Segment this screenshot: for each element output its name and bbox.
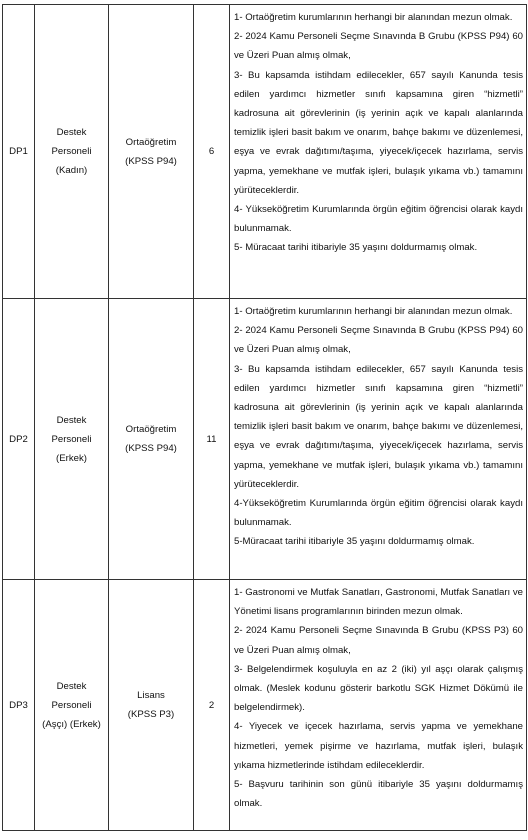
education-level bbox=[109, 299, 194, 580]
requirement-item: 3- Bu kapsamda istihdam edilecekler, 657 sayılı Kanunda tesis edilen yardımcı hizmetler sınıfı kapsamına giren “hizmetli” kadrosuna ait görevlerinin (iş yerinin açık ve kapalı alanlarında temizlik işleri basit bakım ve onarım, bahçe bakımı ve düzenlemesi, eşya ve evrak dağıtımı/taşıma, yiyecek/içecek hazırlama, servis yapma, yemekhane ve mutfak işleri, bulaşık yıkama vb.) tamamını yürüteceklerdir. bbox=[234, 69, 523, 196]
position-code: DP2 bbox=[3, 299, 35, 580]
education-level bbox=[109, 580, 194, 831]
requirement-item: 5- Müracaat tarihi itibariyle 35 yaşını doldurmamış olmak. bbox=[234, 242, 478, 254]
positions-table bbox=[2, 4, 527, 831]
position-title-line: (Kadın) bbox=[55, 165, 88, 176]
table-row bbox=[3, 299, 527, 580]
requirement-item: 1- Ortaöğretim kurumlarının herhangi bir alanından mezun olmak. bbox=[234, 12, 513, 23]
position-title bbox=[35, 580, 109, 831]
position-title-line: (Erkek) bbox=[56, 452, 87, 464]
requirement-item: 5- Başvuru tarihinin son günü itibariyle 35 yaşını doldurmamış olmak. bbox=[234, 779, 523, 810]
requirement-item: 1- Gastronomi ve Mutfak Sanatları, Gastronomi, Mutfak Sanatları ve Yönetimi lisans programlarının birinden mezun olmak. bbox=[234, 587, 523, 618]
education-level bbox=[109, 5, 194, 299]
requirement-item: 4- Yiyecek ve içecek hazırlama, servis yapma ve yemekhane hizmetleri, yemek pişirme ve hazırlama, mutfak işleri, bulaşık yıkama hizmetlerinde istihdam edileceklerdir. bbox=[234, 721, 523, 771]
requirement-item: 3- Belgelendirmek koşuluyla en az 2 (iki) yıl aşçı olarak çalışmış olmak. (Meslek kodunu gösterir barkotlu SGK Hizmet Dökümü ile belgelendirmek). bbox=[234, 663, 523, 714]
requirement-item: 1- Ortaöğretim kurumlarının herhangi bir alanından mezun olmak. bbox=[234, 306, 513, 317]
education-level-line: Ortaöğretim bbox=[125, 424, 177, 435]
requirement-item: 4- Yükseköğretim Kurumlarında örgün eğitim öğrencisi olarak kaydı bulunmamak. bbox=[234, 204, 523, 235]
requirements-cell bbox=[230, 580, 527, 831]
position-title-line: Personeli bbox=[51, 146, 92, 157]
requirement-item: 3- Bu kapsamda istihdam edilecekler, 657 sayılı Kanunda tesis edilen yardımcı hizmetler sınıfı kapsamına giren “hizmetli” kadrosuna ait görevlerinin (iş yerinin açık ve kapalı alanlarında temizlik işleri basit bakım ve onarım, bahçe bakımı ve düzenlemesi, eşya ve evrak dağıtımı/taşıma, yiyecek/içecek hazırlama, servis yapma, yemekhane ve mutfak işleri, bulaşık yıkama vb.) tamamını yürüteceklerdir. bbox=[234, 363, 523, 490]
table-row bbox=[3, 5, 527, 299]
requirements-cell bbox=[230, 299, 527, 580]
requirement-item: 2- 2024 Kamu Personeli Seçme Sınavında B Grubu (KPSS P94) 60 ve Üzeri Puan almış olmak, bbox=[234, 31, 523, 62]
position-title-line: Destek bbox=[56, 680, 87, 692]
education-level-line: (KPSS P3) bbox=[127, 709, 175, 720]
position-title-line: Destek bbox=[56, 127, 87, 138]
position-title bbox=[35, 5, 109, 299]
position-count: 6 bbox=[194, 5, 230, 299]
requirement-item: 2- 2024 Kamu Personeli Seçme Sınavında B Grubu (KPSS P94) 60 ve Üzeri Puan almış olmak, bbox=[234, 325, 523, 356]
position-title-line: Destek bbox=[56, 414, 87, 426]
requirement-item: 5-Müracaat tarihi itibariyle 35 yaşını doldurmamış olmak. bbox=[234, 536, 475, 548]
position-title-line: Personeli bbox=[51, 699, 92, 711]
position-title bbox=[35, 299, 109, 580]
education-level-line: (KPSS P94) bbox=[125, 443, 177, 454]
table-row bbox=[3, 580, 527, 831]
position-code: DP3 bbox=[3, 580, 35, 831]
position-title-line: Personeli bbox=[51, 433, 92, 445]
education-level-line: Lisans bbox=[137, 690, 165, 701]
requirement-item: 4-Yükseköğretim Kurumlarında örgün eğitim öğrencisi olarak kaydı bulunmamak. bbox=[234, 498, 523, 529]
position-count: 11 bbox=[194, 299, 230, 580]
requirement-item: 2- 2024 Kamu Personeli Seçme Sınavında B Grubu (KPSS P3) 60 ve Üzeri Puan almış olmak, bbox=[234, 625, 523, 656]
education-level-line: Ortaöğretim bbox=[125, 136, 177, 148]
position-title-line: (Aşçı) (Erkek) bbox=[42, 718, 101, 730]
requirements-cell bbox=[230, 5, 527, 299]
position-count: 2 bbox=[194, 580, 230, 831]
position-code: DP1 bbox=[3, 5, 35, 299]
education-level-line: (KPSS P94) bbox=[125, 155, 177, 167]
